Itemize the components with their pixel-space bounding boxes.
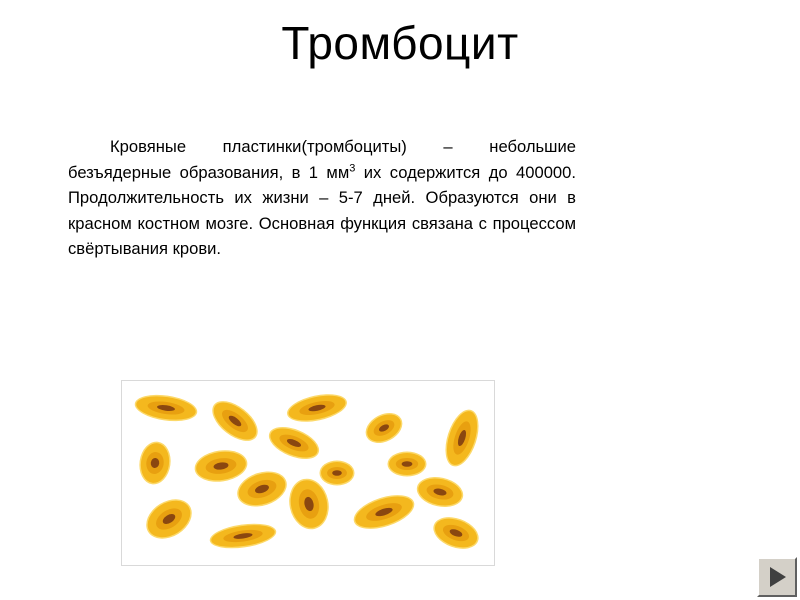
- platelet-cell: [429, 511, 483, 554]
- platelet-cell: [320, 461, 355, 486]
- paragraph-text-start: Кровяные пластинки(тромбоциты) – небольшие безъядерные образования, в 1 мм: [68, 137, 576, 182]
- platelet-cell: [133, 391, 199, 425]
- platelet-cell: [137, 440, 174, 487]
- next-slide-button[interactable]: [757, 557, 797, 597]
- description-paragraph: [68, 134, 576, 262]
- platelet-cell: [285, 475, 334, 533]
- platelet-cell: [205, 393, 265, 448]
- platelet-granules: [332, 470, 342, 476]
- platelet-cell: [388, 452, 427, 477]
- play-triangle-icon: [759, 559, 795, 595]
- paragraph-text-end: их содержится до 400000. Продолжительность их жизни – 5-7 дней. Образуются они в красном костном мозге. Основная функция связана с процессом свёртывания крови.: [68, 162, 576, 258]
- platelet-cell: [350, 488, 419, 535]
- platelet-cell: [139, 491, 199, 547]
- platelet-cell: [439, 405, 485, 470]
- platelet-cell: [193, 447, 250, 485]
- platelet-cell: [360, 407, 407, 449]
- platelet-cell: [264, 421, 323, 466]
- platelets-illustration: [121, 380, 495, 566]
- platelet-cell: [285, 389, 350, 426]
- page-title: Тромбоцит: [281, 17, 519, 69]
- superscript-exponent: 3: [349, 161, 356, 174]
- platelet-cell: [414, 473, 466, 511]
- platelet-granules: [402, 461, 413, 467]
- platelets-drawing: [122, 381, 494, 565]
- platelet-cell: [208, 520, 278, 552]
